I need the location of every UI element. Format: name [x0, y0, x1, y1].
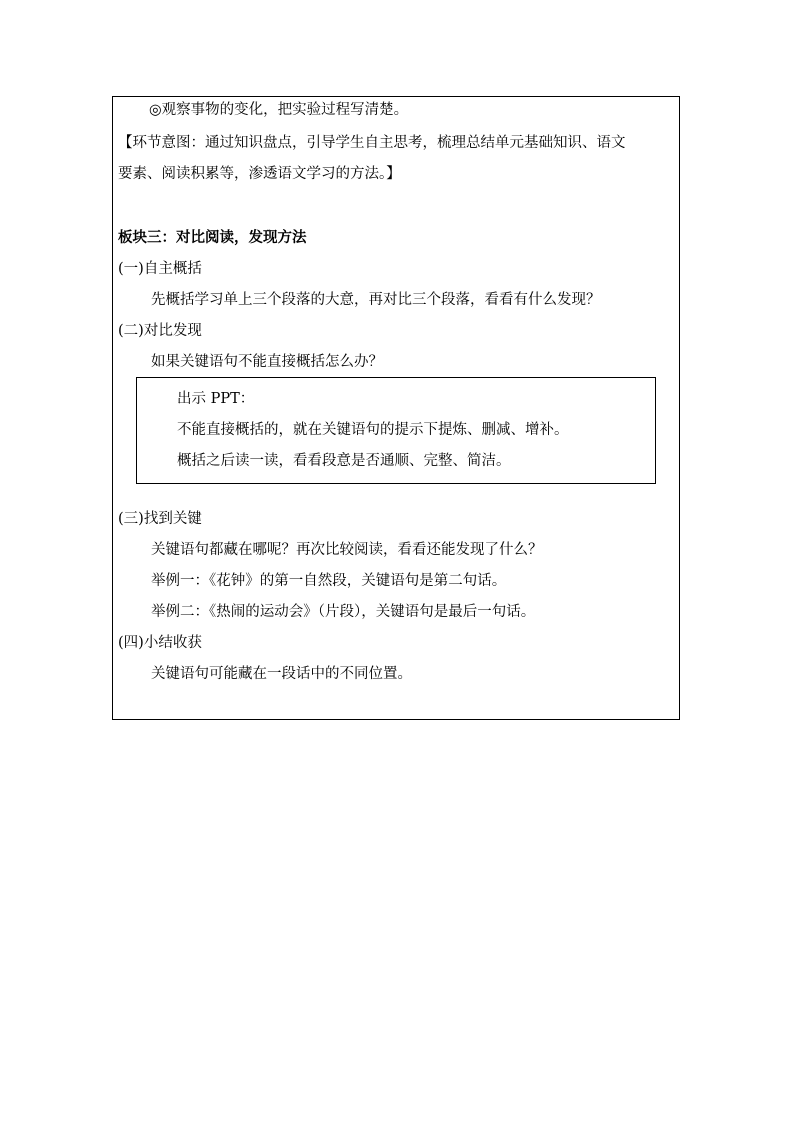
- part-3-example-1: 举例一：《花钟》的第一自然段，关键语句是第二句话。: [151, 573, 507, 589]
- part-1-text: 先概括学习单上三个段落的大意，再对比三个段落，看看有什么发现？: [151, 292, 601, 308]
- part-4-text: 关键语句可能藏在一段话中的不同位置。: [151, 666, 412, 682]
- design-intent-line-1: 【环节意图：通过知识盘点，引导学生自主思考，梳理总结单元基础知识、语文: [118, 135, 626, 151]
- section-title: 板块三：对比阅读，发现方法: [118, 229, 307, 246]
- ppt-line-2: 概括之后读一读，看看段意是否通顺、完整、简洁。: [177, 453, 511, 469]
- part-1-heading: (一)自主概括: [118, 261, 202, 277]
- part-4-heading: (四)小结收获: [118, 635, 202, 651]
- part-2-text: 如果关键语句不能直接概括怎么办？: [151, 354, 383, 370]
- ppt-label: 出示 PPT：: [177, 391, 255, 407]
- part-3-example-2: 举例二：《热闹的运动会》（片段），关键语句是最后一句话。: [151, 604, 536, 620]
- part-3-text: 关键语句都藏在哪呢？再次比较阅读，看看还能发现了什么？: [151, 542, 543, 558]
- design-intent-line-2: 要素、阅读积累等，渗透语文学习的方法。】: [118, 166, 401, 182]
- part-3-heading: (三)找到关键: [118, 511, 202, 527]
- part-2-heading: (二)对比发现: [118, 323, 202, 339]
- ppt-line-1: 不能直接概括的，就在关键语句的提示下提炼、删减、增补。: [177, 422, 569, 438]
- observe-goal-text: ◎观察事物的变化，把实验过程写清楚。: [149, 102, 409, 118]
